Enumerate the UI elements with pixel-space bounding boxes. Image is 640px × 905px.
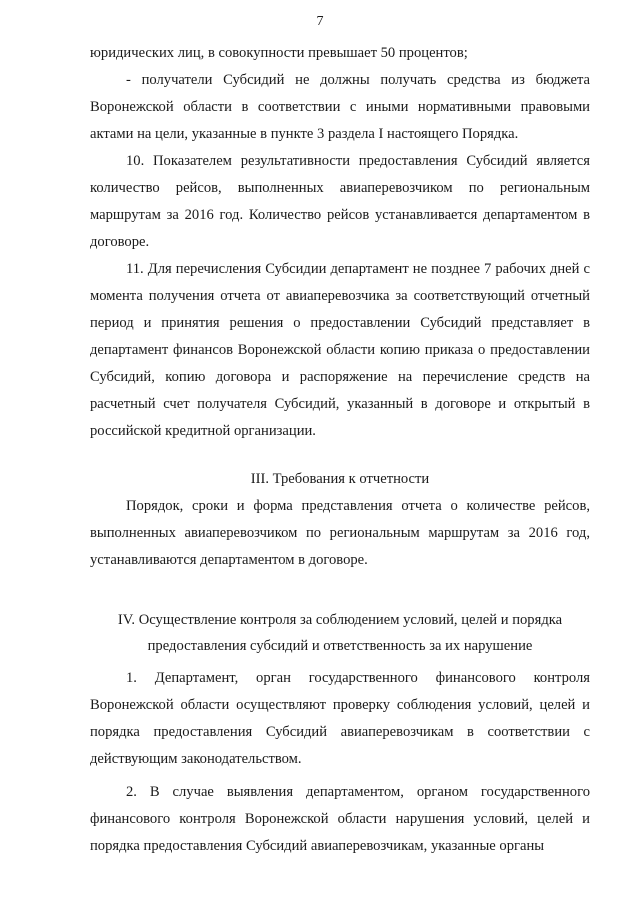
section-heading-4-line2: предоставления субсидий и ответственность за их нарушение — [147, 638, 533, 654]
section-heading-4-line1: IV. Осуществление контроля за соблюдением условий, целей и порядка — [117, 612, 563, 628]
paragraph-continuation: юридических лиц, в совокупности превышает 50 процентов; — [90, 45, 468, 61]
paragraph-recipients-condition: - получатели Субсидий не должны получать средства из бюджета Воронежской области в соответствии с иными нормативными правовыми актами на цели, указанные в пункте 3 раздела I настоящего Порядка. — [90, 72, 590, 142]
paragraph-10-performance-indicator: 10. Показателем результативности предоставления Субсидий является количество рейсов, выполненных авиаперевозчиком по региональным маршрутам за 2016 год. Количество рейсов устанавливается департаментом в договоре. — [90, 153, 590, 250]
section-heading-3: III. Требования к отчетности — [250, 471, 430, 487]
paragraph-11-transfer-procedure: 11. Для перечисления Субсидии департамент не позднее 7 рабочих дней с момента получения отчета от авиаперевозчика за соответствующий отчетный период и принятия решения о предоставлении Субсидий представляет в департамент финансов Воронежской области копию приказа о предоставлении Субсидий, копию договора и распоряжение на перечисление средств на расчетный счет получателя Субсидий, указанный в договоре и открытый в российской кредитной организации. — [90, 261, 590, 439]
page-number: 7 — [316, 14, 324, 29]
document-body — [90, 40, 590, 860]
paragraph-control-2: 2. В случае выявления департаментом, органом государственного финансового контроля Воронежской области нарушения условий, целей и порядка предоставления Субсидий авиаперевозчикам, указанные органы — [90, 784, 590, 854]
paragraph-reporting-requirements: Порядок, сроки и форма представления отчета о количестве рейсов, выполненных авиаперевозчиком по региональным маршрутам за 2016 год, устанавливаются департаментом в договоре. — [90, 498, 590, 568]
paragraph-control-1: 1. Департамент, орган государственного финансового контроля Воронежской области осуществляют проверку соблюдения условий, целей и порядка предоставления Субсидий авиаперевозчикам в соответствии с действующим законодательством. — [90, 670, 590, 767]
